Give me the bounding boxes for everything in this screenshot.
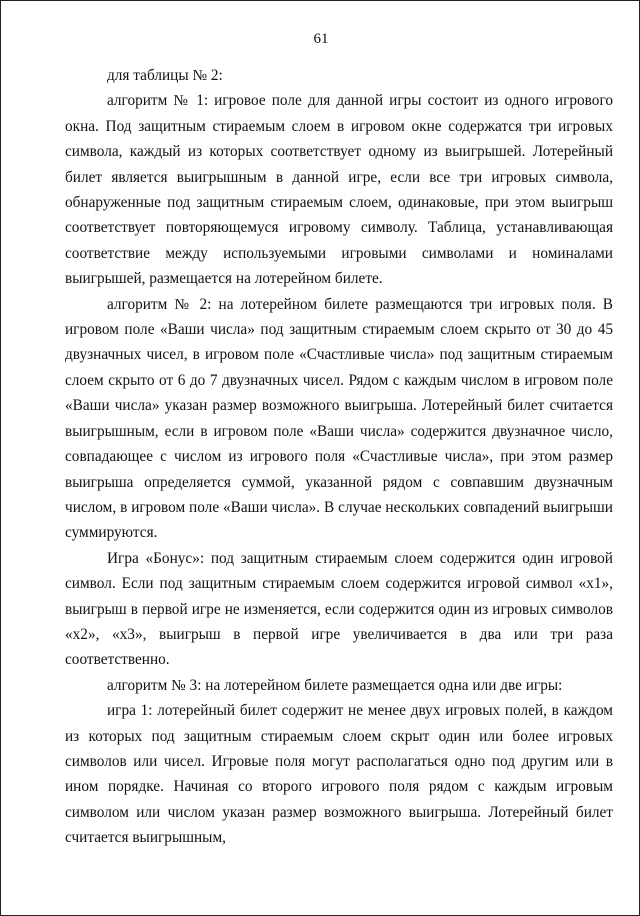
document-body xyxy=(65,63,613,851)
paragraph-algorithm-1: алгоритм № 1: игровое поле для данной игры состоит из одного игрового окна. Под защитным стираемым слоем в игровом окне содержатся три игровых символа, каждый из которых соответствует одному из выигрышей. Лотерейный билет является выигрышным в данной игре, если все три игровых символа, обнаруженные под защитным стираемым слоем, одинаковые, при этом выигрыш соответствует повторяющемуся игровому символу. Таблица, устанавливающая соответствие между используемыми игровыми символами и номиналами выигрышей, размещается на лотерейном билете. xyxy=(65,92,613,288)
paragraph-table-ref: для таблицы № 2: xyxy=(107,67,223,84)
page-number: 61 xyxy=(313,31,329,47)
paragraph-algorithm-3: алгоритм № 3: на лотерейном билете размещается одна или две игры: xyxy=(107,676,563,694)
paragraph-game-1: игра 1: лотерейный билет содержит не менее двух игровых полей, в каждом из которых под защитным стираемым слоем скрыт один или более игровых символов или чисел. Игровые поля могут располагаться одно под другим или в ином порядке. Начиная со второго игрового поля рядом с каждым игровым символом или числом указан размер возможного выигрыша. Лотерейный билет считается выигрышным, xyxy=(65,702,613,847)
paragraph-bonus-game: Игра «Бонус»: под защитным стираемым слоем содержится один игровой символ. Если под защитным стираемым слоем содержится игровой символ «x1», выигрыш в первой игре не изменяется, если содержится один из игровых символов «x2», «x3», выигрыш в первой игре увеличивается в два или три раза соответственно. xyxy=(65,549,613,669)
paragraph-algorithm-2: алгоритм № 2: на лотерейном билете размещаются три игровых поля. В игровом поле «Ваши числа» под защитным стираемым слоем скрыто от 30 до 45 двузначных чисел, в игровом поле «Счастливые числа» под защитным стираемым слоем скрыто от 6 до 7 двузначных чисел. Рядом с каждым числом в игровом поле «Ваши числа» указан размер возможного выигрыша. Лотерейный билет считается выигрышным, если в игровом поле «Ваши числа» содержится двузначное число, совпадающее с числом из игрового поля «Счастливые числа», при этом размер выигрыша определяется суммой, указанной рядом с совпавшим двузначным числом, в игровом поле «Ваши числа». В случае нескольких совпадений выигрыши суммируются. xyxy=(65,295,613,542)
